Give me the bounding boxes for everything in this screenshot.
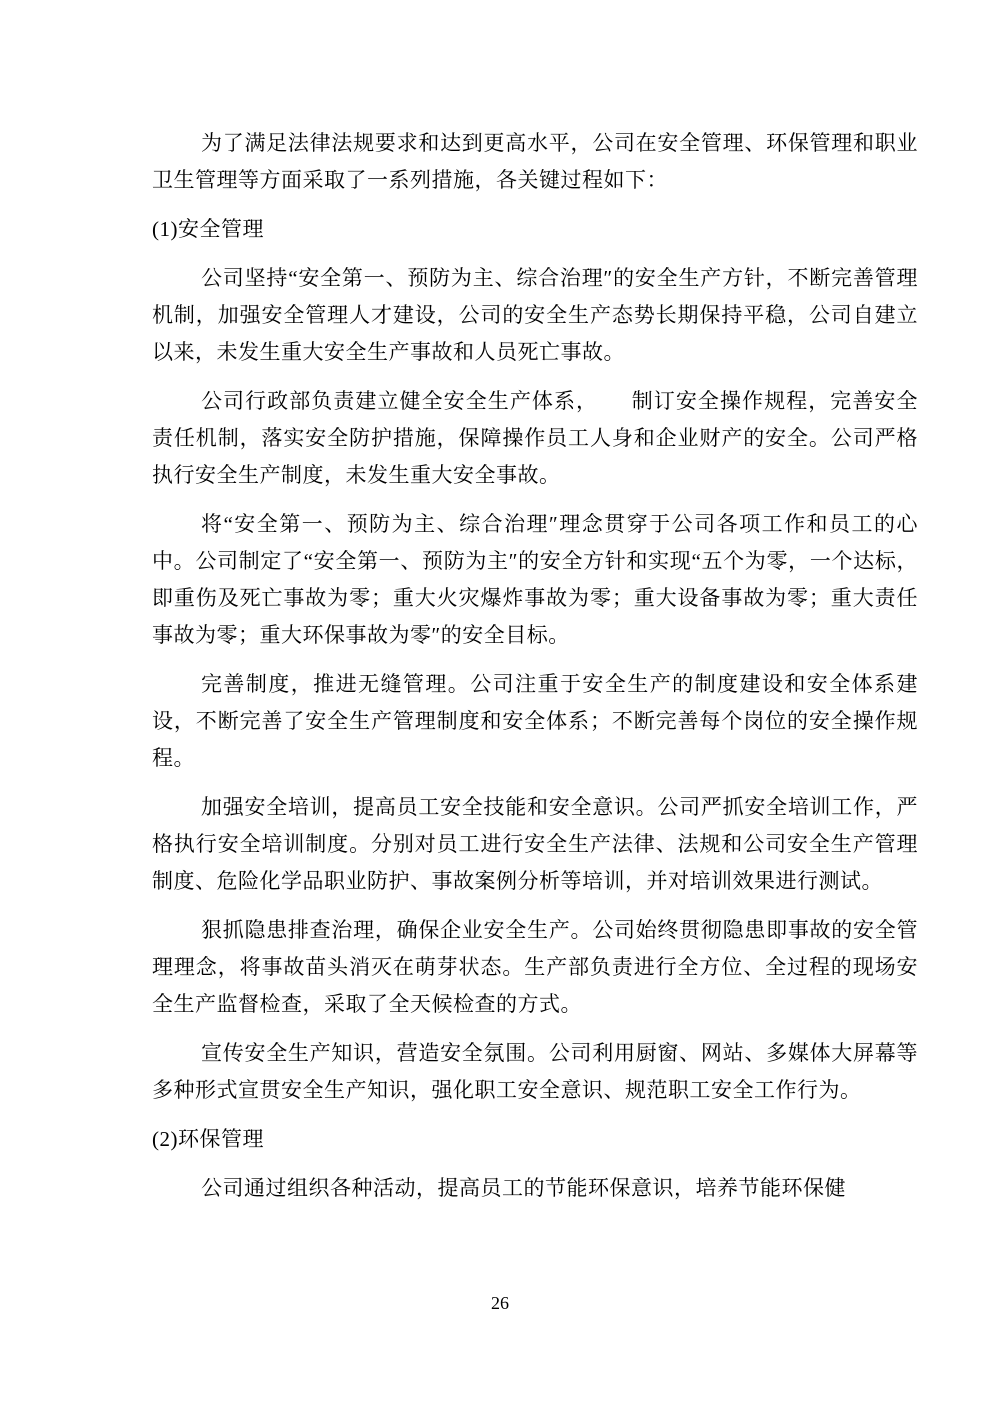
page-number: 26 [491, 1293, 509, 1313]
paragraph-environment-intro: 公司通过组织各种活动，提高员工的节能环保意识，培养节能环保健 [201, 1176, 846, 1200]
paragraph-safety-policy: 公司坚持“安全第一、预防为主、综合治理″的安全生产方针，不断完善管理机制，加强安全管理人才建设，公司的安全生产态势长期保持平稳，公司自建立以来，未发生重大安全生产事故和人员死亡事故。 [152, 266, 918, 364]
paragraph-safety-training: 加强安全培训，提高员工安全技能和安全意识。公司严抓安全培训工作，严格执行安全培训制度。分别对员工进行安全生产法律、法规和公司安全生产管理制度、危险化学品职业防护、事故案例分析等培训，并对培训效果进行测试。 [152, 795, 918, 893]
section-heading-safety: (1)安全管理 [152, 217, 264, 241]
paragraph-system-building: 完善制度，推进无缝管理。公司注重于安全生产的制度建设和安全体系建设，不断完善了安全生产管理制度和安全体系；不断完善每个岗位的安全操作规程。 [152, 672, 918, 770]
section-heading-environment: (2)环保管理 [152, 1127, 264, 1151]
paragraph-five-zeros: 将“安全第一、预防为主、综合治理″理念贯穿于公司各项工作和员工的心中。公司制定了“安全第一、预防为主″的安全方针和实现“五个为零，一个达标，即重伤及死亡事故为零；重大火灾爆炸事故为零；重大设备事故为零；重大责任事故为零；重大环保事故为零″的安全目标。 [152, 512, 918, 647]
text-column [152, 125, 918, 1219]
paragraph-admin-dept: 公司行政部负责建立健全安全生产体系， 制订安全操作规程，完善安全责任机制，落实安全防护措施，保障操作员工人身和企业财产的安全。公司严格执行安全生产制度，未发生重大安全事故。 [152, 389, 918, 487]
paragraph-intro: 为了满足法律法规要求和达到更高水平，公司在安全管理、环保管理和职业卫生管理等方面采取了一系列措施，各关键过程如下： [152, 131, 918, 192]
paragraph-hazard-check: 狠抓隐患排查治理，确保企业安全生产。公司始终贯彻隐患即事故的安全管理理念，将事故苗头消灭在萌芽状态。生产部负责进行全方位、全过程的现场安全生产监督检查，采取了全天候检查的方式。 [152, 918, 918, 1016]
paragraph-safety-publicity: 宣传安全生产知识，营造安全氛围。公司利用厨窗、网站、多媒体大屏幕等多种形式宣贯安全生产知识，强化职工安全意识、规范职工安全工作行为。 [152, 1041, 918, 1102]
